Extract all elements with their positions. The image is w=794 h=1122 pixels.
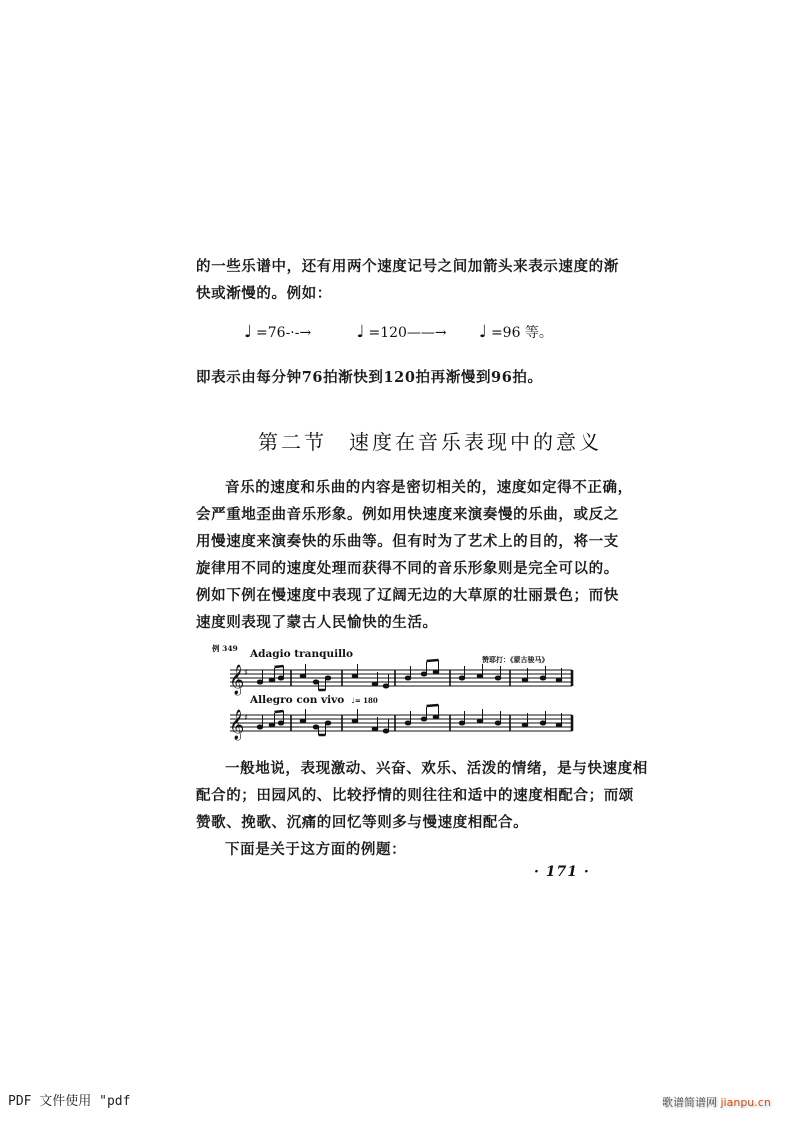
quarter-note-icon: ♩ (244, 322, 253, 342)
text-line: 快或渐慢的。例如： (196, 285, 332, 302)
paragraph-tempo-explanation (196, 364, 600, 391)
watermark-cn: 歌谱简谱网 (662, 1096, 717, 1109)
quarter-note-icon: ♩ (356, 322, 365, 342)
paragraph-tempo-emotion (196, 755, 648, 863)
pdf-footer-note: PDF 文件使用 "pdf (8, 1094, 131, 1109)
paragraph-tempo-meaning (196, 474, 633, 636)
svg-text:𝄞: 𝄞 (229, 665, 245, 695)
svg-text:♯: ♯ (244, 668, 248, 677)
text-line: 会严重地歪曲音乐形象。例如用快速度来演奏慢的乐曲，或反之 (196, 506, 619, 523)
tempo-value-120: =120——→ (368, 325, 447, 341)
text-line: 用慢速度来演奏快的乐曲等。但有时为了艺术上的目的，将一支 (196, 533, 619, 550)
tempo-example-line (244, 320, 564, 345)
music-example (210, 638, 590, 748)
svg-text:♯: ♯ (244, 713, 248, 722)
text-line: 下面是关于这方面的例题： (225, 841, 407, 858)
metronome-marking: ♩= 180 (351, 696, 378, 705)
page-number: · 171 · (534, 864, 590, 880)
quarter-note-icon: ♩ (478, 322, 487, 342)
music-attribution: 赞耶打：《蒙古骏马》 (482, 655, 549, 664)
text-line: 即表示由每分钟76拍渐快到120拍再渐慢到96拍。 (196, 369, 543, 386)
section-title-text: 速度在音乐表现中的意义 (349, 430, 602, 454)
paragraph-tempo-arrows (196, 253, 619, 307)
section-number: 第二节 (258, 430, 327, 454)
tempo-value-76: =76-·-→ (256, 325, 312, 341)
text-line: 音乐的速度和乐曲的内容是密切相关的，速度如定得不正确， (225, 479, 633, 496)
tempo-marking-adagio: Adagio tranquillo (250, 648, 354, 660)
example-number: 例 349 (212, 644, 238, 653)
text-line: 的一些乐谱中，还有用两个速度记号之间加箭头来表示速度的渐 (196, 258, 619, 275)
text-line: 一般地说，表现激动、兴奋、欢乐、活泼的情绪，是与快速度相 (225, 760, 648, 777)
tempo-marking-allegro-text: Allegro con vivo (250, 694, 345, 706)
text-line: 赞歌、挽歌、沉痛的回忆等则多与慢速度相配合。 (196, 814, 529, 831)
watermark-site: jianpu.cn (720, 1096, 771, 1109)
tempo-value-96: =96 等。 (490, 325, 553, 341)
text-line: 旋律用不同的速度处理而获得不同的音乐形象则是完全可以的。 (196, 560, 619, 577)
text-line: 速度则表现了蒙古人民愉快的生活。 (196, 614, 438, 631)
watermark (662, 1094, 771, 1110)
staff-notation-icon (210, 638, 590, 748)
text-line: 配合的；田园风的、比较抒情的则往往和适中的速度相配合；而颂 (196, 787, 634, 804)
svg-text:𝄞: 𝄞 (229, 710, 245, 740)
text-line: 例如下例在慢速度中表现了辽阔无边的大草原的壮丽景色；而快 (196, 587, 619, 604)
section-heading (258, 427, 602, 457)
